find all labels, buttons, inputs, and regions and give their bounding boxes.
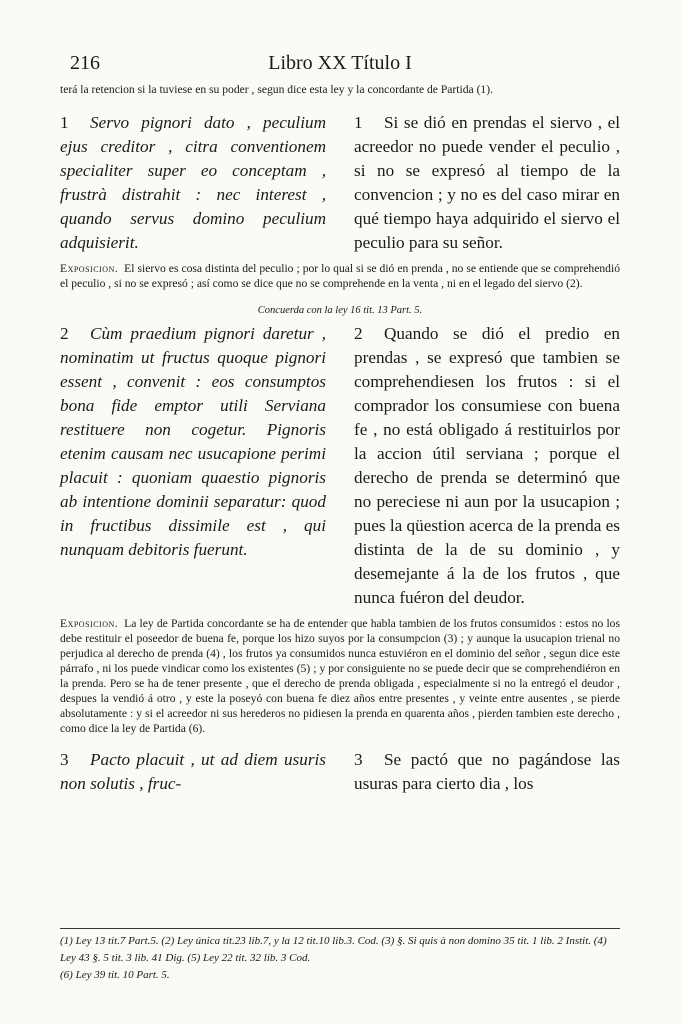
spanish-paragraph: Se pactó que no pagándose las usuras para cierto dia , los (354, 750, 620, 793)
continuation-text: terá la retencion si la tuviese en su poder , segun dice esta ley y la concordante de Partida (1). (60, 83, 493, 96)
concordancia: Concuerda con la ley 16 tit. 13 Part. 5. (257, 305, 423, 316)
footnote-line: (6) Ley 39 tit. 10 Part. 5. (60, 969, 170, 981)
latin-paragraph: Cùm praedium pignori daretur , nominatim ut fructus quoque pignori essent , convenit : eos consumptos bona fide emptor utili Serviana restituere non cogetur. Pignoris etenim causam nec usucapione perimi placuit : quoniam quaestio pignoris ab intentione dominii separatur: quod in fructibus dissimile est , qui nunquam debitoris fuerunt. (60, 324, 326, 559)
spanish-text (354, 748, 620, 796)
footnote-line: (1) Ley 13 tit.7 Part.5. (2) Ley única tit.23 lib.7, y la 12 tit.10 lib.3. Cod. (3) §. Si quis à non domino 35 tit. 1 lib. 2 Instit. (4) Ley 43 §. 5 tit. 3 lib. 41 Dig. (5) Ley 22 tit. 32 lib. 3 Cod. (60, 935, 607, 964)
section-2 (60, 322, 620, 610)
section-number: 2 (354, 324, 363, 343)
exposicion-text: El siervo es cosa distinta del peculio ; por lo qual si se dió en prenda , no se entiende que se comprehendió el peculio , si no se expresó ; así como se dice que no se comprehende en la venta , ni en el legado del siervo (2). (60, 262, 620, 290)
exposicion (60, 261, 620, 291)
latin-text (60, 748, 326, 796)
section-3 (60, 748, 620, 796)
exposicion-label: Exposicion. (60, 617, 119, 630)
section-number: 1 (60, 113, 69, 132)
exposicion (60, 616, 620, 736)
latin-text (60, 322, 326, 610)
spanish-text (354, 322, 620, 610)
section-number: 3 (354, 750, 363, 769)
section-number: 2 (60, 324, 69, 343)
latin-text (60, 111, 326, 255)
running-title: Libro XX Título I (268, 52, 412, 74)
spanish-paragraph: Quando se dió el predio en prendas , se expresó que tambien se comprehendiesen los frutos : si el comprador los consumiese con buena fe , no está obligado á restituirlos por la accion útil serviana ; porque el derecho de prenda se determinó que no pereciese ni aun por la usucapion ; pues la qüestion acerca de la prenda es distinta de la de su dominio , y desemejante á la de los frutos , que nunca fuéron del deudor. (354, 324, 620, 607)
running-head (60, 48, 620, 82)
page (60, 48, 620, 796)
footnotes (60, 928, 620, 984)
exposicion-label: Exposicion. (60, 262, 119, 275)
latin-paragraph: Servo pignori dato , peculium ejus creditor , citra conventionem specialiter super eo conceptam , frustrà distrahit : nec interest , quando servus domino peculium adquisierit. (60, 113, 326, 252)
page-number: 216 (70, 52, 100, 74)
spanish-text (354, 111, 620, 255)
latin-paragraph: Pacto placuit , ut ad diem usuris non solutis , fruc- (60, 750, 326, 793)
section-number: 1 (354, 113, 363, 132)
spanish-paragraph: Si se dió en prendas el siervo , el acreedor no puede vender el peculio , si no se expresó al tiempo de la convencion ; y no es del caso mirar en qué tiempo haya adquirido el siervo el peculio para su señor. (354, 113, 620, 252)
exposicion-text: La ley de Partida concordante se ha de entender que habla tambien de los frutos consumidos : estos no los debe restituir el poseedor de buena fe, porque los hizo suyos por la consumpcion (3) ; y aunque la usucapion trienal no perjudica al derecho de prenda (4) , los frutos ya consumidos nunca estuviéron en el dominio del señor , segun dice este párrafo , ni los puede vindicar como los existentes (5) ; y por consiguiente no se puede decir que se comprehendiéron en la prenda. Pero se ha de tener presente , que el derecho de prenda obligada , especialmente si no la entregó el deudor , despues la vendió á otro , y este la poseyó con buena fe diez años entre presentes , y veinte entre ausentes , se pierde absolutamente : y si el acreedor ni sus herederos no pidiesen la prenda en quarenta años , pierden tambien este derecho , como dice la ley de Partida (6). (60, 617, 620, 735)
section-1 (60, 111, 620, 255)
section-number: 3 (60, 750, 69, 769)
